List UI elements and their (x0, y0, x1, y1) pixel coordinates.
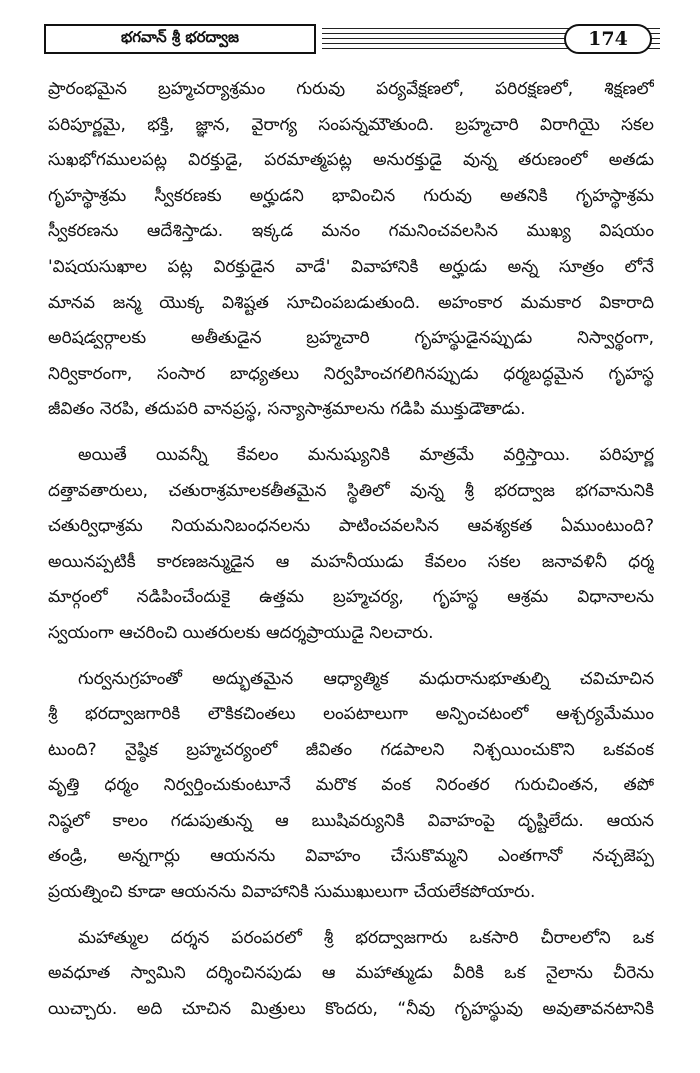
paragraph (48, 72, 654, 428)
paragraph (48, 921, 654, 1028)
running-title: భగవాన్ శ్రీ భరద్వాజ (44, 24, 316, 54)
text-line: చతుర్విధాశ్రమ నియమనిబంధనలను పాటించవలసిన ఆవశ్యకత ఏముంటుంది? (48, 516, 654, 537)
text-line: మార్గంలో నడిపించేందుకై ఉత్తమ బ్రహ్మచర్య, గృహస్థ ఆశ్రమ విధానాలను (48, 587, 654, 608)
text-line: 'విషయసుఖాల పట్ల విరక్తుడైన వాడే' వివాహానికి అర్హుడు అన్న సూత్రం లోనే (48, 256, 654, 277)
text-line: గుర్వనుగ్రహంతో అద్భుతమైన ఆధ్యాత్మిక మధురానుభూతుల్ని చవిచూచిన (78, 668, 654, 689)
text-line: పరిపూర్ణమై, భక్తి, జ్ఞాన, వైరాగ్య సంపన్నమౌతుంది. బ్రహ్మచారి విరాగియై సకల (48, 114, 654, 135)
text-line: యిచ్చారు. అది చూచిన మిత్రులు కొందరు, “నీవు గృహస్థువు అవుతావనటానికి (48, 998, 654, 1019)
text-line: అరిషడ్వర్గాలకు అతీతుడైన బ్రహ్మచారి గృహస్థుడైనప్పుడు నిస్వార్థంగా, (48, 328, 654, 349)
text-line: స్వయంగా ఆచరించి యితరులకు ఆదర్శప్రాయుడై నిలచారు. (48, 622, 434, 643)
text-line: సుఖభోగములపట్ల విరక్తుడై, పరమాత్మపట్ల అనురక్తుడై వున్న తరుణంలో అతడు (48, 150, 654, 171)
text-line: గృహస్థాశ్రమ స్వీకరణకు అర్హుడని భావించిన గురువు అతనికి గృహస్థాశ్రమ (48, 185, 654, 206)
text-line: నిష్ఠలో కాలం గడుపుతున్న ఆ ఋషివర్యునికి వివాహంపై దృష్టిలేదు. ఆయన (48, 810, 654, 831)
text-line: అయితే యివన్నీ కేవలం మనుష్యునికి మాత్రమే వర్తిస్తాయి. పరిపూర్ణ (78, 444, 654, 465)
text-line: జీవితం నెరపి, తదుపరి వానప్రస్థ, సన్యాసాశ్రమాలను గడిపి ముక్తుడౌతాడు. (48, 399, 526, 420)
text-line: మహాత్ముల దర్శన పరంపరలో శ్రీ భరద్వాజగారు ఒకసారి చీరాలలోని ఒక (78, 927, 654, 948)
page-number: 174 (564, 24, 652, 54)
paragraph (48, 662, 654, 911)
text-line: దత్తావతారులు, చతురాశ్రమాలకతీతమైన స్థితిలో వున్న శ్రీ భరద్వాజ భగవానునికి (48, 480, 654, 501)
text-line: అవధూత స్వామిని దర్శించినపుడు ఆ మహాత్ముడు వీరికి ఒక నైలాను చీరెను (48, 963, 654, 984)
text-line: తండ్రి, అన్నగార్లు ఆయనను వివాహం చేసుకొమ్మని ఎంతగానో నచ్చజెప్ప (48, 846, 654, 867)
body-text (48, 72, 654, 1037)
text-line: శ్రీ భరద్వాజగారికి లౌకికచింతలు లంపటాలుగా అన్పించటంలో ఆశ్చర్యమేముం (48, 704, 654, 725)
text-line: టుంది? నైష్ఠిక బ్రహ్మచర్యంలో జీవితం గడపాలని నిశ్చయించుకొని ఒకవంక (48, 739, 654, 760)
text-line: నిర్వికారంగా, సంసార బాధ్యతలు నిర్వహించగలిగినప్పుడు ధర్మబద్ధమైన గృహస్థ (48, 363, 654, 384)
text-line: ప్రయత్నించి కూడా ఆయనను వివాహానికి సుముఖులుగా చేయలేకపోయారు. (48, 882, 536, 903)
paragraph (48, 438, 654, 652)
text-line: అయినప్పటికీ కారణజన్ముడైన ఆ మహనీయుడు కేవలం సకల జనావళినీ ధర్మ (48, 551, 654, 572)
page-header (44, 24, 660, 54)
text-line: ప్రారంభమైన బ్రహ్మచర్యాశ్రమం గురువు పర్యవేక్షణలో, పరిరక్షణలో, శిక్షణలో (48, 79, 654, 99)
text-line: స్వీకరణను ఆదేశిస్తాడు. ఇక్కడ మనం గమనించవలసిన ముఖ్య విషయం (48, 221, 654, 242)
text-line: వృత్తి ధర్మం నిర్వర్తించుకుంటూనే మరొక వంక నిరంతర గురుచింతన, తపో (48, 775, 654, 796)
text-line: మానవ జన్మ యొక్క విశిష్టత సూచింపబడుతుంది. అహంకార మమకార వికారాది (48, 292, 654, 313)
